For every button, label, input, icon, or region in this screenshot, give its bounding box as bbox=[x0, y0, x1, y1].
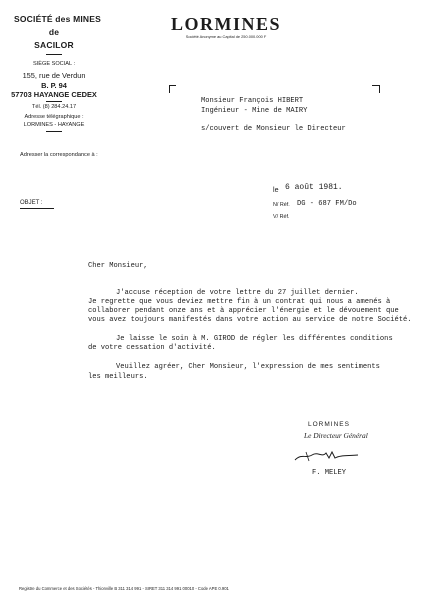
body-line: collaborer pendant onze ans et à apprécier l'énergie et le dévouement que bbox=[88, 307, 399, 315]
siege-label: SIÈGE SOCIAL : bbox=[32, 61, 76, 67]
subject-label: OBJET : bbox=[20, 200, 43, 206]
body-line: les meilleurs. bbox=[88, 373, 148, 381]
body-line: de votre cessation d'activité. bbox=[88, 344, 216, 352]
letterhead-divider bbox=[46, 101, 62, 102]
signature-company: LORMINES bbox=[308, 421, 350, 428]
postal-city: 57703 HAYANGE CEDEX bbox=[11, 90, 97, 99]
correspondence-label: Adresser la correspondance à : bbox=[20, 152, 98, 158]
handwritten-signature bbox=[292, 446, 362, 466]
footer-registry: Registre du Commerce et des Sociétés - Thionville B 311 314 991 - SIRET 311 314 991 00010 - Code APE 0.901 bbox=[19, 586, 229, 591]
body-line: Je regrette que vous deviez mettre fin à un contrat qui nous a amenés à bbox=[88, 298, 391, 306]
company-name-line1: SOCIÉTÉ des MINES bbox=[14, 14, 102, 24]
company-name-line3: SACILOR bbox=[34, 40, 74, 50]
brand-subtitle: Société Anonyme au Capital de 250.000.000 F bbox=[185, 34, 267, 39]
company-name-line2: de bbox=[48, 27, 60, 37]
body-line: Veuillez agréer, Cher Monsieur, l'expression de mes sentiments bbox=[116, 363, 380, 371]
subject-underline bbox=[20, 208, 54, 209]
date-prefix: le bbox=[273, 186, 279, 194]
your-ref-label: V/ Réf. bbox=[273, 214, 290, 220]
recipient-name: Monsieur François HIBERT bbox=[201, 97, 304, 105]
recipient-title: Ingénieur - Mine de MAIRY bbox=[201, 107, 308, 115]
po-box: B. P. 94 bbox=[41, 81, 67, 90]
letterhead-divider bbox=[46, 54, 62, 55]
telegraph-value: LORMINES - HAYANGE bbox=[23, 122, 85, 128]
body-line: J'accuse réception de votre lettre du 27 juillet dernier. bbox=[116, 289, 359, 297]
brand-logo: LORMINES bbox=[170, 14, 281, 34]
signature-name: F. MELEY bbox=[312, 469, 347, 477]
recipient-cover: s/couvert de Monsieur le Directeur bbox=[201, 125, 346, 133]
body-line: Je laisse le soin à M. GIROD de régler les différentes conditions bbox=[116, 335, 393, 343]
phone-number: Tél. (8) 284.24.17 bbox=[31, 104, 77, 110]
signature-role: Le Directeur Général bbox=[304, 431, 368, 440]
telegraph-label: Adresse télégraphique : bbox=[24, 114, 84, 120]
date-value: 6 août 1981. bbox=[285, 183, 343, 192]
window-corner-mark bbox=[169, 85, 176, 93]
body-line: vous avez toujours manifestés dans votre action au service de notre Société. bbox=[88, 316, 412, 324]
address-street: 155, rue de Verdun bbox=[22, 71, 86, 80]
salutation: Cher Monsieur, bbox=[88, 262, 148, 270]
window-corner-mark bbox=[372, 85, 380, 93]
our-ref-label: N/ Réf. bbox=[273, 202, 290, 208]
our-ref-value: DG - 687 FM/Do bbox=[297, 200, 357, 208]
letterhead-divider bbox=[46, 131, 62, 132]
